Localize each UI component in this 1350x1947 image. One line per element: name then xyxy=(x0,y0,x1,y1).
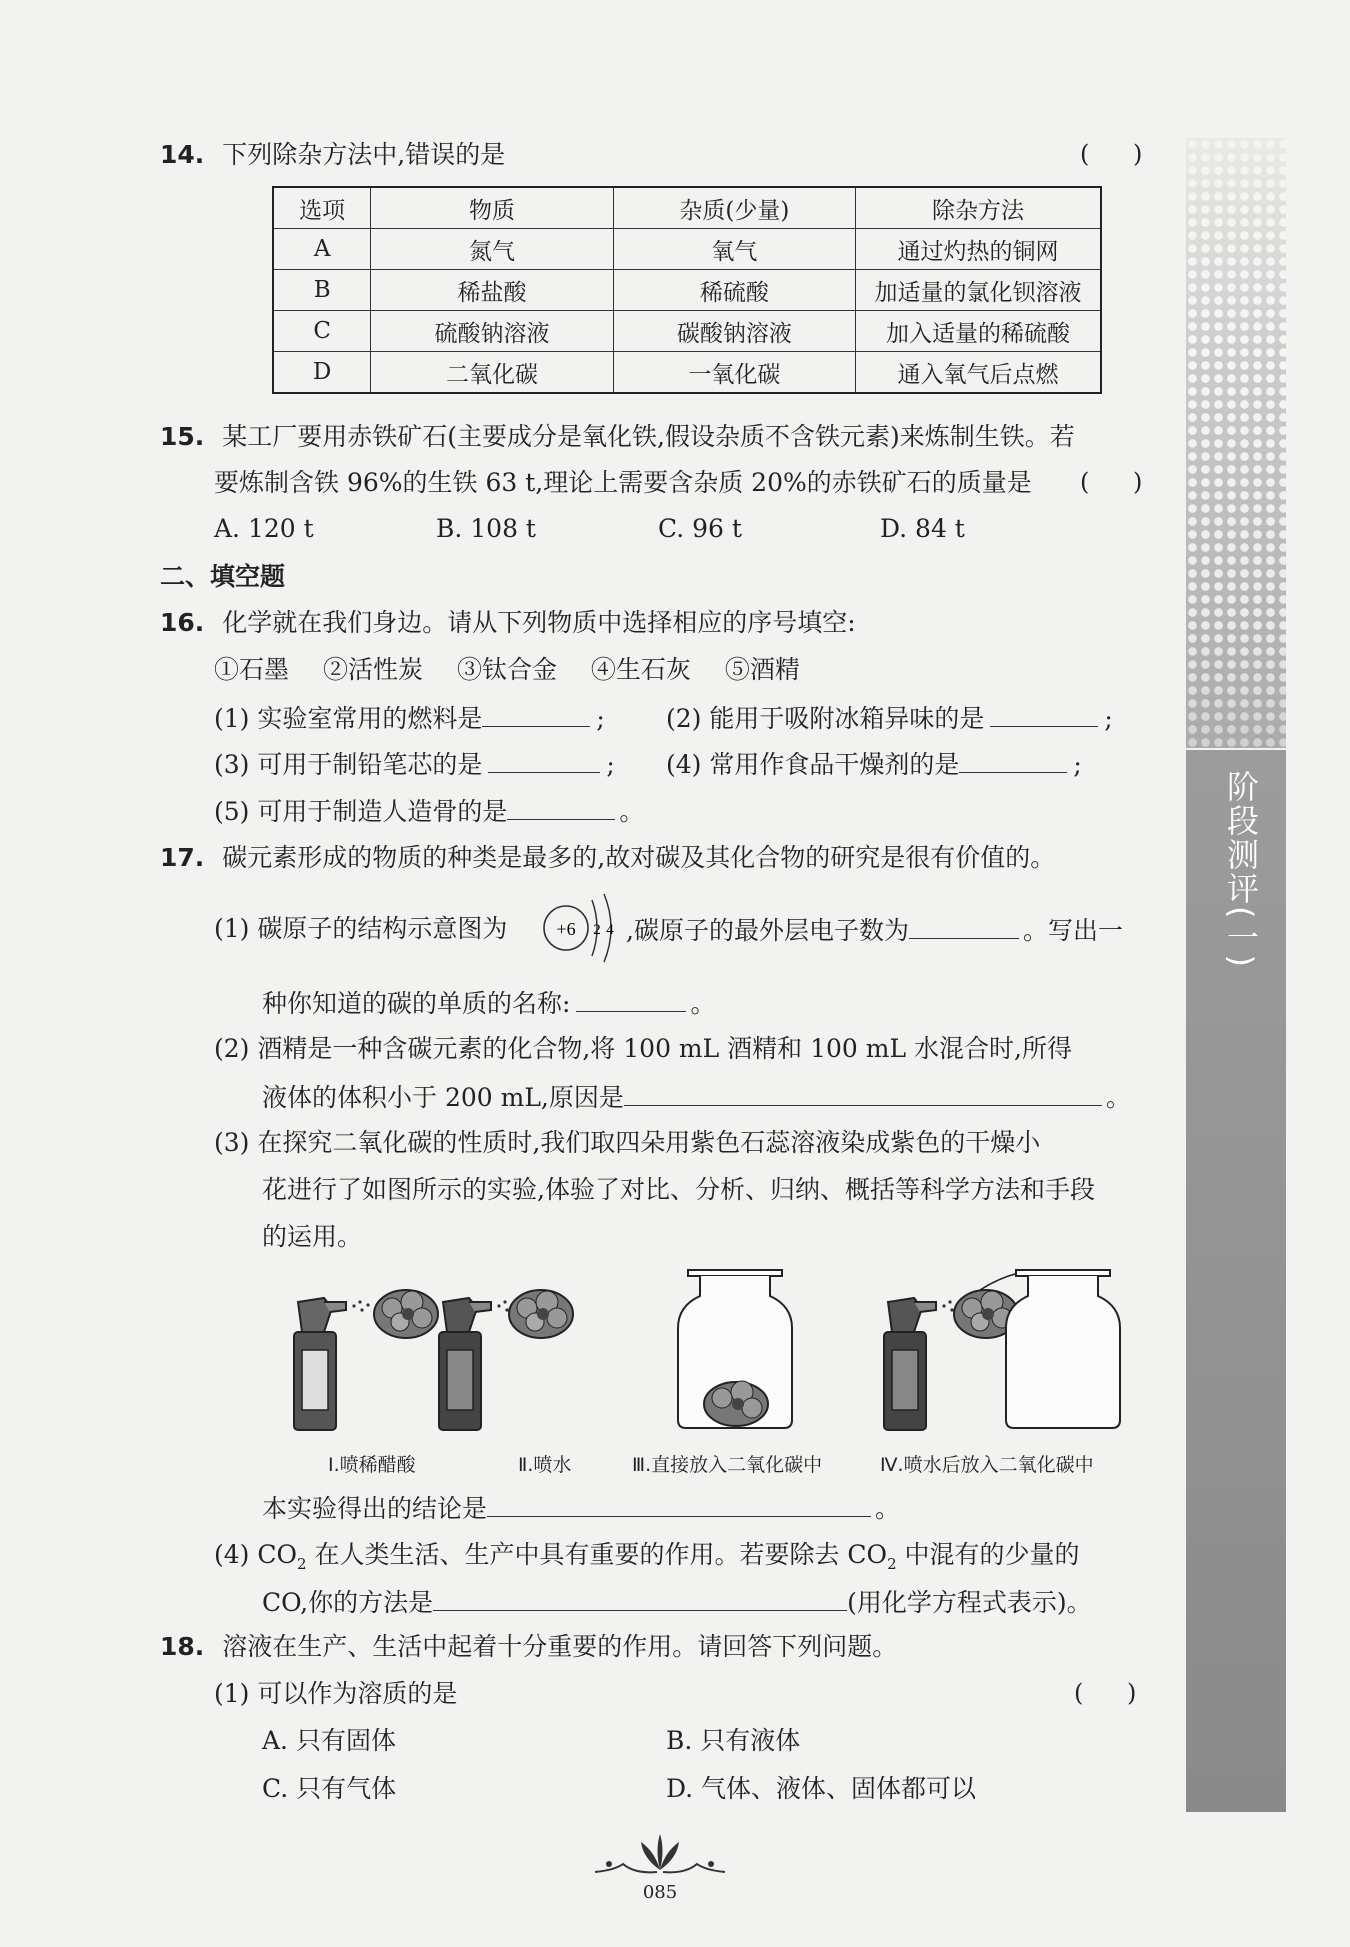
fill-item-text: 种你知道的碳的单质的名称: xyxy=(262,989,571,1018)
figure-caption-1: Ⅰ.喷稀醋酸 xyxy=(328,1454,416,1476)
figure-caption-4: Ⅳ.喷水后放入二氧化碳中 xyxy=(880,1454,1094,1476)
answer-paren[interactable]: ( ) xyxy=(1080,468,1161,496)
fill-item-text: 液体的体积小于 200 mL,原因是 xyxy=(262,1083,624,1112)
q17-part1-line2 xyxy=(262,987,715,1019)
table-cell: 通入氧气后点燃 xyxy=(856,352,1101,394)
table-cell: 一氧化碳 xyxy=(613,352,855,394)
subscript: 2 xyxy=(296,1555,307,1573)
option-a[interactable]: A. 120 t xyxy=(214,514,314,543)
answer-blank[interactable] xyxy=(909,914,1019,939)
substance-item: ③钛合金 xyxy=(456,655,557,684)
q17-conclusion xyxy=(262,1492,900,1524)
question-number: 18. xyxy=(160,1632,205,1661)
question-16 xyxy=(160,608,856,638)
option-a[interactable]: A. 只有固体 xyxy=(262,1726,396,1755)
q17-part1-a: (1) 碳原子的结构示意图为 xyxy=(214,914,508,943)
fill-item-text: 本实验得出的结论是 xyxy=(262,1494,488,1523)
table-row xyxy=(273,352,1101,394)
shell-1-electrons: 2 xyxy=(593,922,601,938)
subscript: 2 xyxy=(887,1555,897,1573)
fill-item-text: CO,你的方法是 xyxy=(262,1588,434,1617)
table-cell: 硫酸钠溶液 xyxy=(371,311,613,352)
substance-item: ②活性炭 xyxy=(322,655,423,684)
answer-blank[interactable] xyxy=(576,987,686,1012)
q17-part2-line1: (2) 酒精是一种含碳元素的化合物,将 100 mL 酒精和 100 mL 水混合时,所得 xyxy=(214,1034,1072,1063)
substance-item: ⑤酒精 xyxy=(724,655,800,684)
answer-blank[interactable] xyxy=(624,1081,1102,1106)
figure-caption-3: Ⅲ.直接放入二氧化碳中 xyxy=(632,1454,823,1476)
footer-ornament-icon xyxy=(585,1830,735,1880)
option-d[interactable]: D. 气体、液体、固体都可以 xyxy=(666,1774,977,1803)
fill-item-text: ,碳原子的最外层电子数为 xyxy=(626,916,909,945)
fill-item-text: 中混有的少量的 xyxy=(896,1540,1080,1569)
spray-mist xyxy=(352,1300,369,1311)
punctuation: 。 xyxy=(690,989,716,1018)
answer-blank[interactable] xyxy=(488,748,600,773)
table-cell: 加适量的氯化钡溶液 xyxy=(856,270,1101,311)
table-row xyxy=(273,229,1101,270)
side-tab-label: 阶段测评(一) xyxy=(1222,770,1260,969)
q17-part1-b xyxy=(626,914,1123,946)
page-number: 085 xyxy=(642,1882,678,1903)
punctuation: ; xyxy=(606,750,615,779)
carbon-atom-diagram xyxy=(540,888,630,968)
answer-blank[interactable] xyxy=(959,748,1067,773)
question-stem: 化学就在我们身边。请从下列物质中选择相应的序号填空: xyxy=(222,608,856,637)
option-b[interactable]: B. 只有液体 xyxy=(666,1726,801,1755)
table-cell: 氮气 xyxy=(371,229,613,270)
fill-item-5 xyxy=(214,795,644,827)
option-b[interactable]: B. 108 t xyxy=(436,514,536,543)
table-cell: 碳酸钠溶液 xyxy=(613,311,855,352)
answer-blank[interactable] xyxy=(507,795,615,820)
option-c[interactable]: C. 96 t xyxy=(658,514,742,543)
question-18 xyxy=(160,1632,897,1662)
table-cell: 通过灼热的铜网 xyxy=(856,229,1101,270)
fill-item-text: 。写出一 xyxy=(1022,916,1123,945)
table-row xyxy=(273,270,1101,311)
punctuation: 。 xyxy=(875,1494,901,1523)
table-cell: D xyxy=(273,352,371,394)
fill-item-text: 在人类生活、生产中具有重要的作用。若要除去 CO xyxy=(306,1540,888,1569)
q17-part2-line2 xyxy=(262,1081,1131,1113)
fill-item-1 xyxy=(214,702,605,734)
question-stem: 溶液在生产、生活中起着十分重要的作用。请回答下列问题。 xyxy=(222,1632,898,1661)
fill-item-text: (1) 实验室常用的燃料是 xyxy=(214,704,483,733)
q17-part3-line3: 的运用。 xyxy=(262,1222,363,1251)
punctuation: ; xyxy=(596,704,605,733)
substance-item: ④生石灰 xyxy=(590,655,691,684)
answer-paren[interactable]: ( ) xyxy=(1080,140,1161,168)
fill-item-text: (3) 可用于制铅笔芯的是 xyxy=(214,750,483,779)
gas-jar-icon xyxy=(1006,1270,1120,1428)
option-d[interactable]: D. 84 t xyxy=(880,514,965,543)
table-cell: 稀硫酸 xyxy=(613,270,855,311)
table-header: 除杂方法 xyxy=(856,187,1101,229)
nucleus-label: +6 xyxy=(556,919,576,939)
fill-item-2 xyxy=(666,702,1113,734)
impurity-table xyxy=(272,186,1102,394)
punctuation: 。 xyxy=(619,797,645,826)
punctuation: ; xyxy=(1073,750,1082,779)
answer-blank[interactable] xyxy=(487,1492,871,1517)
flower-icon xyxy=(374,1290,438,1338)
q17-part3-line2: 花进行了如图所示的实验,体验了对比、分析、归纳、概括等科学方法和手段 xyxy=(262,1175,1095,1204)
table-cell: B xyxy=(273,270,371,311)
flower-icon xyxy=(704,1381,768,1426)
question-number: 16. xyxy=(160,608,205,637)
answer-blank[interactable] xyxy=(433,1586,847,1611)
table-header: 物质 xyxy=(371,187,613,229)
substance-item: ①石墨 xyxy=(214,655,290,684)
fill-item-text: (用化学方程式表示)。 xyxy=(847,1588,1092,1617)
option-c[interactable]: C. 只有气体 xyxy=(262,1774,397,1803)
experiment-figure xyxy=(280,1262,1140,1442)
flower-icon xyxy=(509,1290,573,1338)
fill-item-text: (5) 可用于制造人造骨的是 xyxy=(214,797,508,826)
fill-item-text: (2) 能用于吸附冰箱异味的是 xyxy=(666,704,985,733)
side-pattern-fade xyxy=(1186,138,1286,748)
figure-caption-2: Ⅱ.喷水 xyxy=(518,1454,572,1476)
table-cell: 氧气 xyxy=(613,229,855,270)
answer-blank[interactable] xyxy=(482,702,590,727)
q17-part3-line1: (3) 在探究二氧化碳的性质时,我们取四朵用紫色石蕊溶液染成紫色的干燥小 xyxy=(214,1128,1041,1157)
fill-item-4 xyxy=(666,748,1082,780)
table-cell: 稀盐酸 xyxy=(371,270,613,311)
shell-2-electrons: 4 xyxy=(606,922,614,938)
q17-part4-line2 xyxy=(262,1586,1092,1618)
substance-list xyxy=(214,655,800,685)
spray-bottle-icon xyxy=(439,1298,491,1430)
punctuation: 。 xyxy=(1105,1083,1131,1112)
fill-item-text: (4) CO xyxy=(214,1540,297,1569)
punctuation: ; xyxy=(1104,704,1113,733)
question-stem: 碳元素形成的物质的种类是最多的,故对碳及其化合物的研究是很有价值的。 xyxy=(222,843,1056,872)
answer-blank[interactable] xyxy=(990,702,1098,727)
question-number: 17. xyxy=(160,843,205,872)
question-15 xyxy=(160,422,1075,452)
table-cell: C xyxy=(273,311,371,352)
section-title: 二、填空题 xyxy=(160,562,286,591)
question-14 xyxy=(160,140,505,170)
table-header: 杂质(少量) xyxy=(613,187,855,229)
question-number: 15. xyxy=(160,422,205,451)
table-cell: A xyxy=(273,229,371,270)
fill-item-3 xyxy=(214,748,615,780)
question-line: 某工厂要用赤铁矿石(主要成分是氧化铁,假设杂质不含铁元素)来炼制生铁。若 xyxy=(222,422,1075,451)
question-17 xyxy=(160,843,1055,873)
q18-part1: (1) 可以作为溶质的是 xyxy=(214,1679,458,1708)
table-row xyxy=(273,311,1101,352)
table-cell: 二氧化碳 xyxy=(371,352,613,394)
question-number: 14. xyxy=(160,140,205,169)
question-stem: 下列除杂方法中,错误的是 xyxy=(222,140,506,169)
spray-bottle-icon xyxy=(884,1298,936,1430)
table-cell: 加入适量的稀硫酸 xyxy=(856,311,1101,352)
fill-item-text: (4) 常用作食品干燥剂的是 xyxy=(666,750,960,779)
table-header: 选项 xyxy=(273,187,371,229)
question-line: 要炼制含铁 96%的生铁 63 t,理论上需要含杂质 20%的赤铁矿石的质量是 xyxy=(214,468,1032,497)
q17-part4-line1 xyxy=(214,1540,1080,1579)
spray-bottle-icon xyxy=(294,1298,346,1430)
table-header-row xyxy=(273,187,1101,229)
answer-paren[interactable]: ( ) xyxy=(1074,1679,1155,1707)
